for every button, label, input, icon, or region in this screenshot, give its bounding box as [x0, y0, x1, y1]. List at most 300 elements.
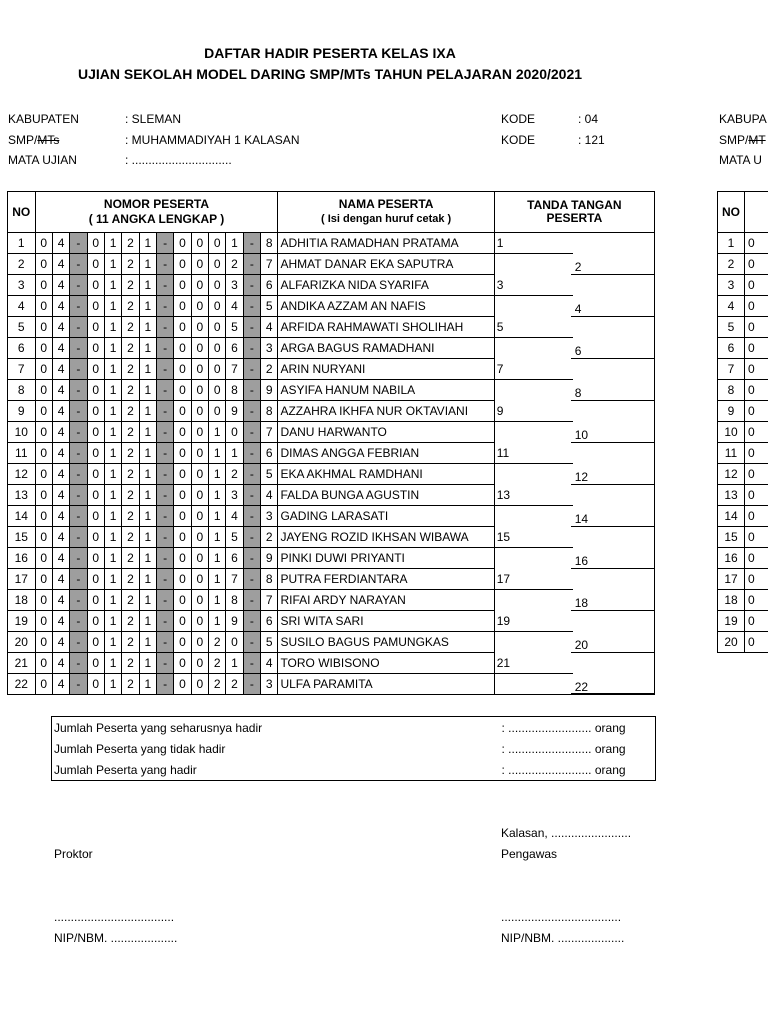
id-digit: 6 [261, 275, 278, 296]
id-digit: 1 [139, 317, 156, 338]
id-separator: - [70, 632, 87, 653]
id-digit: 0 [35, 548, 52, 569]
signature-cell [494, 464, 654, 485]
right-id-digit: 0 [745, 548, 768, 569]
id-digit: 1 [139, 632, 156, 653]
right-school-type-label-b: MT [748, 133, 766, 147]
id-digit: 5 [226, 527, 243, 548]
id-digit: 4 [226, 296, 243, 317]
right-kabupaten-label: KABUPA [719, 112, 767, 126]
id-digit: 0 [35, 233, 52, 254]
id-digit: 1 [208, 590, 225, 611]
signature-cell [494, 233, 654, 254]
id-digit: 9 [261, 380, 278, 401]
row-number: 11 [8, 443, 36, 464]
row-number: 3 [8, 275, 36, 296]
right-row-number: 18 [718, 590, 745, 611]
id-digit: 0 [208, 296, 225, 317]
id-digit: 2 [122, 443, 139, 464]
id-digit: 0 [35, 590, 52, 611]
id-digit: 3 [261, 338, 278, 359]
id-separator: - [70, 548, 87, 569]
right-row-number: 6 [718, 338, 745, 359]
id-digit: 0 [191, 233, 208, 254]
id-digit: 2 [208, 674, 225, 695]
row-number: 15 [8, 527, 36, 548]
id-digit: 9 [261, 548, 278, 569]
right-school-type-label [719, 133, 766, 147]
signature-number: 19 [496, 613, 511, 628]
right-id-digit: 0 [745, 527, 768, 548]
id-digit: 6 [261, 611, 278, 632]
id-digit: 0 [87, 359, 104, 380]
id-digit: 0 [191, 317, 208, 338]
id-digit: 8 [261, 401, 278, 422]
right-row-number: 13 [718, 485, 745, 506]
id-digit: 1 [208, 548, 225, 569]
signature-cell [494, 380, 654, 401]
id-digit: 1 [208, 464, 225, 485]
id-digit: 2 [122, 401, 139, 422]
summary-label: Jumlah Peserta yang hadir [54, 762, 197, 777]
id-separator: - [243, 548, 260, 569]
summary-row [52, 759, 656, 781]
id-digit: 0 [174, 275, 191, 296]
id-digit: 1 [104, 611, 121, 632]
id-digit: 1 [139, 443, 156, 464]
id-digit: 7 [261, 590, 278, 611]
id-digit: 0 [208, 317, 225, 338]
participant-name: RIFAI ARDY NARAYAN [278, 590, 494, 611]
id-digit: 0 [208, 275, 225, 296]
right-table-row [718, 254, 768, 275]
id-digit: 7 [261, 422, 278, 443]
right-row-number: 5 [718, 317, 745, 338]
id-digit: 1 [139, 401, 156, 422]
table-row [8, 569, 655, 590]
id-digit: 1 [104, 464, 121, 485]
id-digit: 0 [174, 485, 191, 506]
summary-row [52, 717, 656, 739]
id-digit: 0 [174, 338, 191, 359]
id-digit: 2 [122, 296, 139, 317]
id-digit: 4 [52, 548, 69, 569]
id-digit: 9 [226, 401, 243, 422]
signature-number: 13 [496, 487, 511, 502]
row-number: 21 [8, 653, 36, 674]
right-table-row [718, 275, 768, 296]
id-separator: - [156, 464, 173, 485]
id-separator: - [70, 485, 87, 506]
id-separator: - [70, 653, 87, 674]
id-digit: 0 [35, 674, 52, 695]
id-separator: - [156, 485, 173, 506]
id-digit: 4 [52, 653, 69, 674]
signature-cell [494, 338, 654, 359]
document-title: DAFTAR HADIR PESERTA KELAS IXA [204, 45, 456, 61]
id-digit: 1 [104, 254, 121, 275]
col-header-tanda-line2: PESERTA [546, 211, 603, 225]
id-digit: 8 [261, 233, 278, 254]
participant-name: SRI WITA SARI [278, 611, 494, 632]
row-number: 14 [8, 506, 36, 527]
row-number: 10 [8, 422, 36, 443]
kabupaten-value: : SLEMAN [125, 112, 182, 126]
proktor-label: Proktor [54, 847, 93, 861]
id-digit: 0 [35, 380, 52, 401]
id-digit: 0 [174, 422, 191, 443]
id-digit: 0 [174, 380, 191, 401]
signature-cell [494, 653, 654, 674]
id-digit: 0 [87, 422, 104, 443]
signature-cell [494, 527, 654, 548]
id-digit: 0 [174, 464, 191, 485]
id-digit: 0 [35, 254, 52, 275]
kabupaten-label: KABUPATEN [8, 112, 79, 126]
signature-cell [494, 296, 654, 317]
id-digit: 1 [139, 674, 156, 695]
col-header-no: NO [8, 192, 36, 233]
participant-name: ALFARIZKA NIDA SYARIFA [278, 275, 494, 296]
row-number: 16 [8, 548, 36, 569]
id-digit: 4 [52, 254, 69, 275]
id-digit: 1 [139, 653, 156, 674]
id-digit: 1 [104, 674, 121, 695]
right-table-row [718, 485, 768, 506]
id-digit: 0 [191, 464, 208, 485]
id-separator: - [243, 359, 260, 380]
id-digit: 6 [226, 548, 243, 569]
id-separator: - [156, 611, 173, 632]
id-digit: 0 [35, 527, 52, 548]
id-digit: 0 [208, 338, 225, 359]
signature-number: 22 [574, 679, 589, 694]
table-row [8, 527, 655, 548]
participant-name: AZZAHRA IKHFA NUR OKTAVIANI [278, 401, 494, 422]
id-digit: 3 [261, 674, 278, 695]
id-separator: - [70, 464, 87, 485]
pengawas-label: Pengawas [501, 847, 558, 861]
id-digit: 0 [174, 254, 191, 275]
id-separator: - [156, 296, 173, 317]
id-digit: 0 [191, 422, 208, 443]
right-table-row [718, 401, 768, 422]
id-digit: 1 [104, 317, 121, 338]
id-digit: 1 [208, 527, 225, 548]
signature-cell [494, 674, 654, 695]
id-digit: 0 [35, 653, 52, 674]
id-digit: 0 [191, 338, 208, 359]
id-digit: 0 [35, 422, 52, 443]
id-digit: 4 [52, 674, 69, 695]
id-digit: 0 [174, 443, 191, 464]
id-digit: 1 [104, 590, 121, 611]
right-row-number: 17 [718, 569, 745, 590]
id-digit: 1 [208, 506, 225, 527]
id-digit: 0 [35, 485, 52, 506]
signature-number: 16 [574, 553, 589, 568]
table-row [8, 317, 655, 338]
right-id-digit: 0 [745, 338, 768, 359]
signature-cell [494, 485, 654, 506]
right-id-digit: 0 [745, 401, 768, 422]
col-header-tanda-tangan [494, 192, 654, 233]
id-separator: - [156, 422, 173, 443]
id-digit: 0 [174, 611, 191, 632]
id-digit: 0 [35, 443, 52, 464]
table-row [8, 254, 655, 275]
id-digit: 1 [139, 548, 156, 569]
right-col-header-blank [745, 192, 768, 233]
id-digit: 4 [226, 506, 243, 527]
id-separator: - [243, 611, 260, 632]
row-number: 7 [8, 359, 36, 380]
document-subtitle: UJIAN SEKOLAH MODEL DARING SMP/MTs TAHUN PELAJARAN 2020/2021 [77, 66, 583, 82]
id-digit: 1 [139, 569, 156, 590]
right-id-digit: 0 [745, 296, 768, 317]
kode-value-1: : 04 [578, 112, 599, 126]
id-separator: - [243, 380, 260, 401]
id-digit: 4 [52, 611, 69, 632]
id-separator: - [156, 317, 173, 338]
id-digit: 0 [35, 359, 52, 380]
id-digit: 0 [174, 317, 191, 338]
id-digit: 0 [87, 485, 104, 506]
id-digit: 1 [139, 506, 156, 527]
right-id-digit: 0 [745, 569, 768, 590]
id-digit: 2 [208, 653, 225, 674]
row-number: 19 [8, 611, 36, 632]
id-digit: 7 [226, 569, 243, 590]
participant-name: GADING LARASATI [278, 506, 494, 527]
signature-number: 20 [574, 637, 589, 652]
id-separator: - [156, 590, 173, 611]
right-id-digit: 0 [745, 632, 768, 653]
id-separator: - [156, 401, 173, 422]
id-separator: - [156, 506, 173, 527]
right-table-row [718, 296, 768, 317]
id-digit: 2 [122, 317, 139, 338]
id-digit: 2 [122, 611, 139, 632]
id-digit: 4 [52, 380, 69, 401]
row-number: 20 [8, 632, 36, 653]
id-digit: 0 [174, 590, 191, 611]
right-table-row [718, 632, 768, 653]
id-digit: 0 [191, 653, 208, 674]
id-separator: - [156, 674, 173, 695]
id-separator: - [70, 674, 87, 695]
id-separator: - [70, 359, 87, 380]
row-number: 1 [8, 233, 36, 254]
id-digit: 8 [226, 590, 243, 611]
id-digit: 2 [261, 527, 278, 548]
right-row-number: 8 [718, 380, 745, 401]
id-digit: 3 [226, 275, 243, 296]
kode-label-1: KODE [501, 112, 536, 126]
signature-number: 21 [496, 655, 511, 670]
id-digit: 1 [208, 422, 225, 443]
table-row [8, 464, 655, 485]
id-digit: 0 [191, 359, 208, 380]
signature-number: 9 [496, 403, 504, 418]
right-table-row [718, 359, 768, 380]
id-separator: - [243, 674, 260, 695]
id-digit: 1 [104, 233, 121, 254]
participant-name: ARIN NURYANI [278, 359, 494, 380]
id-digit: 4 [52, 527, 69, 548]
id-separator: - [70, 401, 87, 422]
id-digit: 0 [191, 527, 208, 548]
id-digit: 0 [35, 317, 52, 338]
id-digit: 6 [226, 338, 243, 359]
id-digit: 2 [122, 674, 139, 695]
id-digit: 4 [52, 296, 69, 317]
table-row [8, 359, 655, 380]
table-row [8, 611, 655, 632]
id-digit: 0 [87, 674, 104, 695]
id-digit: 1 [139, 485, 156, 506]
summary-value: : ......................... orang [501, 741, 626, 756]
id-digit: 4 [52, 359, 69, 380]
right-row-number: 9 [718, 401, 745, 422]
right-table-row [718, 380, 768, 401]
id-separator: - [243, 569, 260, 590]
id-digit: 4 [261, 317, 278, 338]
id-digit: 3 [226, 485, 243, 506]
id-digit: 2 [122, 590, 139, 611]
right-row-number: 11 [718, 443, 745, 464]
id-digit: 0 [87, 548, 104, 569]
right-row-number: 14 [718, 506, 745, 527]
row-number: 13 [8, 485, 36, 506]
id-digit: 4 [52, 632, 69, 653]
id-digit: 2 [122, 464, 139, 485]
id-digit: 9 [226, 611, 243, 632]
id-digit: 1 [139, 464, 156, 485]
signature-number: 14 [574, 511, 589, 526]
id-digit: 0 [174, 674, 191, 695]
id-digit: 5 [226, 317, 243, 338]
signature-number: 18 [574, 595, 589, 610]
participant-name: ANDIKA AZZAM AN NAFIS [278, 296, 494, 317]
row-number: 2 [8, 254, 36, 275]
right-table-row [718, 443, 768, 464]
id-separator: - [156, 359, 173, 380]
id-digit: 4 [52, 401, 69, 422]
id-digit: 0 [87, 380, 104, 401]
row-number: 5 [8, 317, 36, 338]
id-digit: 1 [226, 443, 243, 464]
id-separator: - [70, 233, 87, 254]
table-row [8, 590, 655, 611]
school-name-value: : MUHAMMADIYAH 1 KALASAN [125, 133, 300, 147]
id-digit: 1 [104, 338, 121, 359]
id-digit: 1 [104, 632, 121, 653]
id-digit: 0 [226, 422, 243, 443]
id-digit: 1 [139, 590, 156, 611]
id-digit: 0 [174, 359, 191, 380]
id-separator: - [243, 443, 260, 464]
row-number: 18 [8, 590, 36, 611]
summary-value: : ......................... orang [501, 762, 626, 777]
table-row [8, 338, 655, 359]
id-digit: 0 [87, 296, 104, 317]
id-digit: 0 [87, 527, 104, 548]
kode-value-2: : 121 [578, 133, 605, 147]
id-digit: 5 [261, 296, 278, 317]
id-digit: 2 [226, 674, 243, 695]
id-separator: - [70, 443, 87, 464]
right-table-row [718, 548, 768, 569]
id-digit: 0 [191, 254, 208, 275]
id-digit: 4 [52, 506, 69, 527]
id-digit: 4 [52, 569, 69, 590]
signature-cell [494, 590, 654, 611]
mata-ujian-value: : .............................. [125, 153, 232, 167]
id-separator: - [156, 653, 173, 674]
id-digit: 0 [191, 485, 208, 506]
right-table-row [718, 611, 768, 632]
id-digit: 0 [174, 653, 191, 674]
right-id-digit: 0 [745, 422, 768, 443]
id-digit: 1 [226, 653, 243, 674]
signature-cell [494, 506, 654, 527]
id-digit: 0 [35, 569, 52, 590]
right-table-row [718, 233, 768, 254]
id-digit: 0 [87, 233, 104, 254]
id-digit: 0 [35, 275, 52, 296]
id-digit: 1 [139, 338, 156, 359]
id-digit: 1 [104, 401, 121, 422]
id-digit: 1 [208, 611, 225, 632]
right-id-digit: 0 [745, 443, 768, 464]
id-digit: 0 [174, 569, 191, 590]
id-digit: 4 [52, 464, 69, 485]
id-digit: 0 [87, 317, 104, 338]
place-date: Kalasan, ........................ [501, 826, 632, 840]
id-digit: 2 [122, 254, 139, 275]
col-header-nama-line2: ( Isi dengan huruf cetak ) [321, 213, 452, 225]
id-digit: 4 [52, 317, 69, 338]
id-digit: 0 [208, 233, 225, 254]
id-separator: - [70, 527, 87, 548]
id-separator: - [70, 338, 87, 359]
signature-number: 7 [496, 361, 504, 376]
id-digit: 0 [208, 380, 225, 401]
id-separator: - [243, 401, 260, 422]
id-digit: 1 [139, 380, 156, 401]
right-id-digit: 0 [745, 254, 768, 275]
id-digit: 2 [122, 338, 139, 359]
id-separator: - [243, 464, 260, 485]
id-separator: - [243, 338, 260, 359]
id-digit: 6 [261, 443, 278, 464]
right-table-row [718, 527, 768, 548]
col-header-nama-peserta [278, 192, 494, 233]
id-digit: 0 [191, 296, 208, 317]
table-row [8, 275, 655, 296]
participant-name: SUSILO BAGUS PAMUNGKAS [278, 632, 494, 653]
signature-number: 11 [496, 445, 510, 460]
right-row-number: 3 [718, 275, 745, 296]
table-row [8, 233, 655, 254]
id-digit: 0 [87, 443, 104, 464]
id-digit: 1 [139, 275, 156, 296]
id-separator: - [70, 569, 87, 590]
id-digit: 4 [52, 275, 69, 296]
id-digit: 0 [87, 653, 104, 674]
id-digit: 1 [208, 569, 225, 590]
